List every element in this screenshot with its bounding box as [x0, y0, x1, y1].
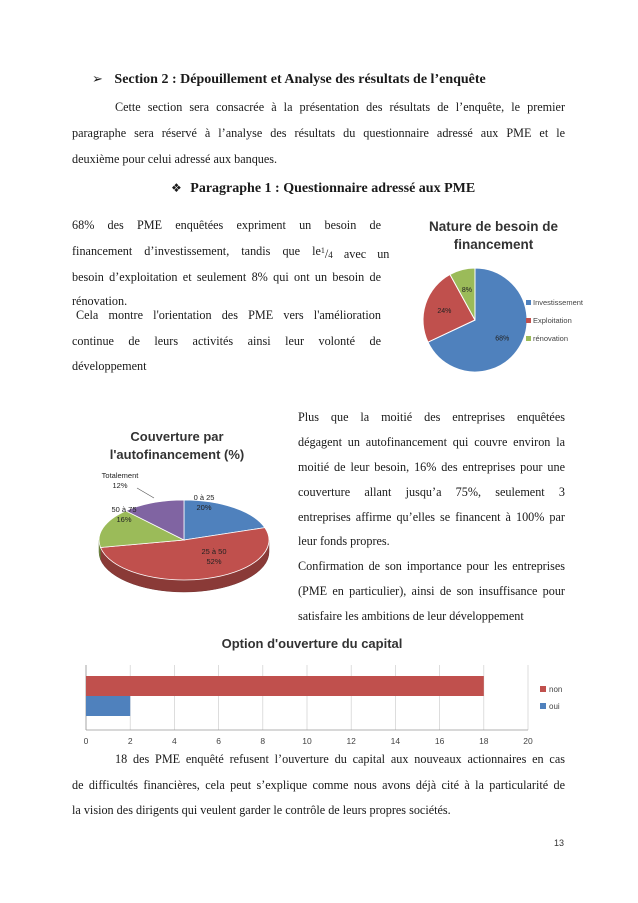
- bar-tick-label-8: 16: [434, 736, 445, 746]
- pie2-label-name-3: Totalement: [101, 471, 139, 480]
- chart1-pie: [416, 212, 601, 382]
- pie2-label-name-1: 25 à 50: [201, 547, 227, 556]
- bar-tick-label-2: 4: [172, 736, 177, 746]
- block1-line-5: Cela montre l'orientation des PME vers l'amélioration: [76, 308, 381, 322]
- arrow-bullet-icon: ➢: [92, 72, 103, 87]
- block2-line-7: Confirmation de son importance pour les entreprises: [298, 559, 565, 573]
- block2-line-8: (PME en particulier), ainsi de son insuffisance pour: [298, 584, 565, 598]
- chart3-title: Option d'ouverture du capital: [221, 636, 403, 651]
- legend-swatch-icon: [526, 300, 531, 305]
- pie2-label-value-0: 20%: [196, 503, 212, 512]
- bar-legend-swatch-oui: [540, 703, 546, 709]
- block2-line-1: Plus que la moitié des entreprises enquêtées: [298, 410, 565, 424]
- chart3-bar: [72, 630, 572, 755]
- bar-tick-label-3: 6: [216, 736, 221, 746]
- block2-line-3: moitié de leur besoin, 16% des entreprises pour une: [298, 460, 565, 474]
- pie2-label-value-1: 52%: [206, 557, 222, 566]
- chart2-pie: [82, 412, 282, 612]
- bar-non: [86, 676, 484, 696]
- pie1-label-investissement: 68%: [495, 335, 510, 343]
- block1-line-6: continue de leurs activités ainsi leur volonté de: [72, 334, 381, 348]
- block1-line-3: besoin d’exploitation et seulement 8% qui ont un besoin de: [72, 270, 381, 284]
- chart-nature-besoin: [416, 212, 601, 382]
- legend-swatch-icon: [526, 318, 531, 323]
- fraction-denominator: 4: [328, 250, 333, 261]
- bar-tick-label-9: 18: [479, 736, 489, 746]
- fraction-numerator: 1: [320, 246, 325, 255]
- block1-line-2: financement d’investissement, tandis que le $^1$/4 avec un: [72, 244, 390, 262]
- legend-item-investissement: Investissement: [526, 298, 583, 307]
- chart-couverture: [82, 412, 282, 612]
- pie2-label-name-2: 50 à 75: [111, 505, 137, 514]
- intro-line-3: deuxième pour celui adressé aux banques.: [72, 152, 278, 166]
- block1-line-7: développement: [72, 359, 147, 373]
- block1-line-4: rénovation.: [72, 294, 128, 308]
- block3-line-2: de difficultés financières, cela peut s’explique comme nous avons déjà cité à la particularité de: [72, 778, 565, 792]
- bar-tick-label-1: 2: [127, 736, 133, 746]
- section-title: Section 2 : Dépouillement et Analyse des résultats de l’enquête: [114, 72, 486, 87]
- bar-tick-label-6: 12: [346, 736, 356, 746]
- chart1-legend: [526, 298, 583, 343]
- intro-line-2: paragraphe sera réservé à l’analyse des résultats du questionnaire adressé aux PME et le: [72, 126, 565, 140]
- bar-oui: [86, 696, 130, 716]
- chart2-title: Couverture par l'autofinancement (%): [109, 429, 245, 462]
- legend-swatch-icon: [526, 336, 531, 341]
- page-number: 13: [554, 838, 565, 848]
- legend-item-renovation: rénovation: [526, 334, 583, 343]
- bar-legend-swatch-non: [540, 686, 546, 692]
- bar-tick-label-0: 0: [83, 736, 89, 746]
- diamond-bullet-icon: ❖: [171, 181, 182, 195]
- pie2-label-value-2: 16%: [116, 515, 132, 524]
- block2-line-9: satisfaire les ambitions de leur développement: [298, 609, 524, 623]
- block3-line-3: la vision des dirigents qui veulent garder le contrôle de leurs propres sociétés.: [72, 803, 451, 817]
- bar-tick-label-4: 8: [260, 736, 266, 746]
- block1-line-1: 68% des PME enquêtées expriment un besoin de: [72, 218, 381, 232]
- block3-line-1: 18 des PME enquêté refusent l’ouverture du capital aux nouveaux actionnaires en cas: [115, 752, 565, 766]
- block2-line-5: entreprises affirme qu’elles se financent à 100% par: [298, 510, 565, 524]
- pie2-leader-line: [137, 488, 154, 498]
- block2-line-6: leur fonds propres.: [298, 534, 390, 548]
- chart1-title: Nature de besoin de financement: [428, 219, 559, 252]
- block2-line-2: dégagent un autofinancement qui couvre environ la: [298, 435, 565, 449]
- bar-tick-label-5: 10: [302, 736, 312, 746]
- paragraph-heading: [171, 181, 475, 197]
- paragraph-title: Paragraphe 1 : Questionnaire adressé aux PME: [190, 181, 476, 196]
- chart-ouverture-capital: [72, 630, 572, 755]
- pie1-label-rénovation: 8%: [461, 286, 473, 294]
- pie2-label-value-3: 12%: [112, 481, 128, 490]
- pie2-label-name-0: 0 à 25: [193, 493, 215, 502]
- legend-item-exploitation: Exploitation: [526, 316, 583, 325]
- section-heading: [92, 72, 486, 88]
- bar-tick-label-10: 20: [523, 736, 533, 746]
- bar-legend-label-non: non: [549, 685, 563, 694]
- bar-tick-label-7: 14: [390, 736, 401, 746]
- bar-legend-label-oui: oui: [549, 702, 560, 711]
- block2-line-4: couverture allant jusqu’a 75%, seulement 3: [298, 485, 565, 499]
- pie1-label-exploitation: 24%: [437, 308, 452, 316]
- intro-line-1: Cette section sera consacrée à la présentation des résultats de l’enquête, le premier: [115, 100, 565, 114]
